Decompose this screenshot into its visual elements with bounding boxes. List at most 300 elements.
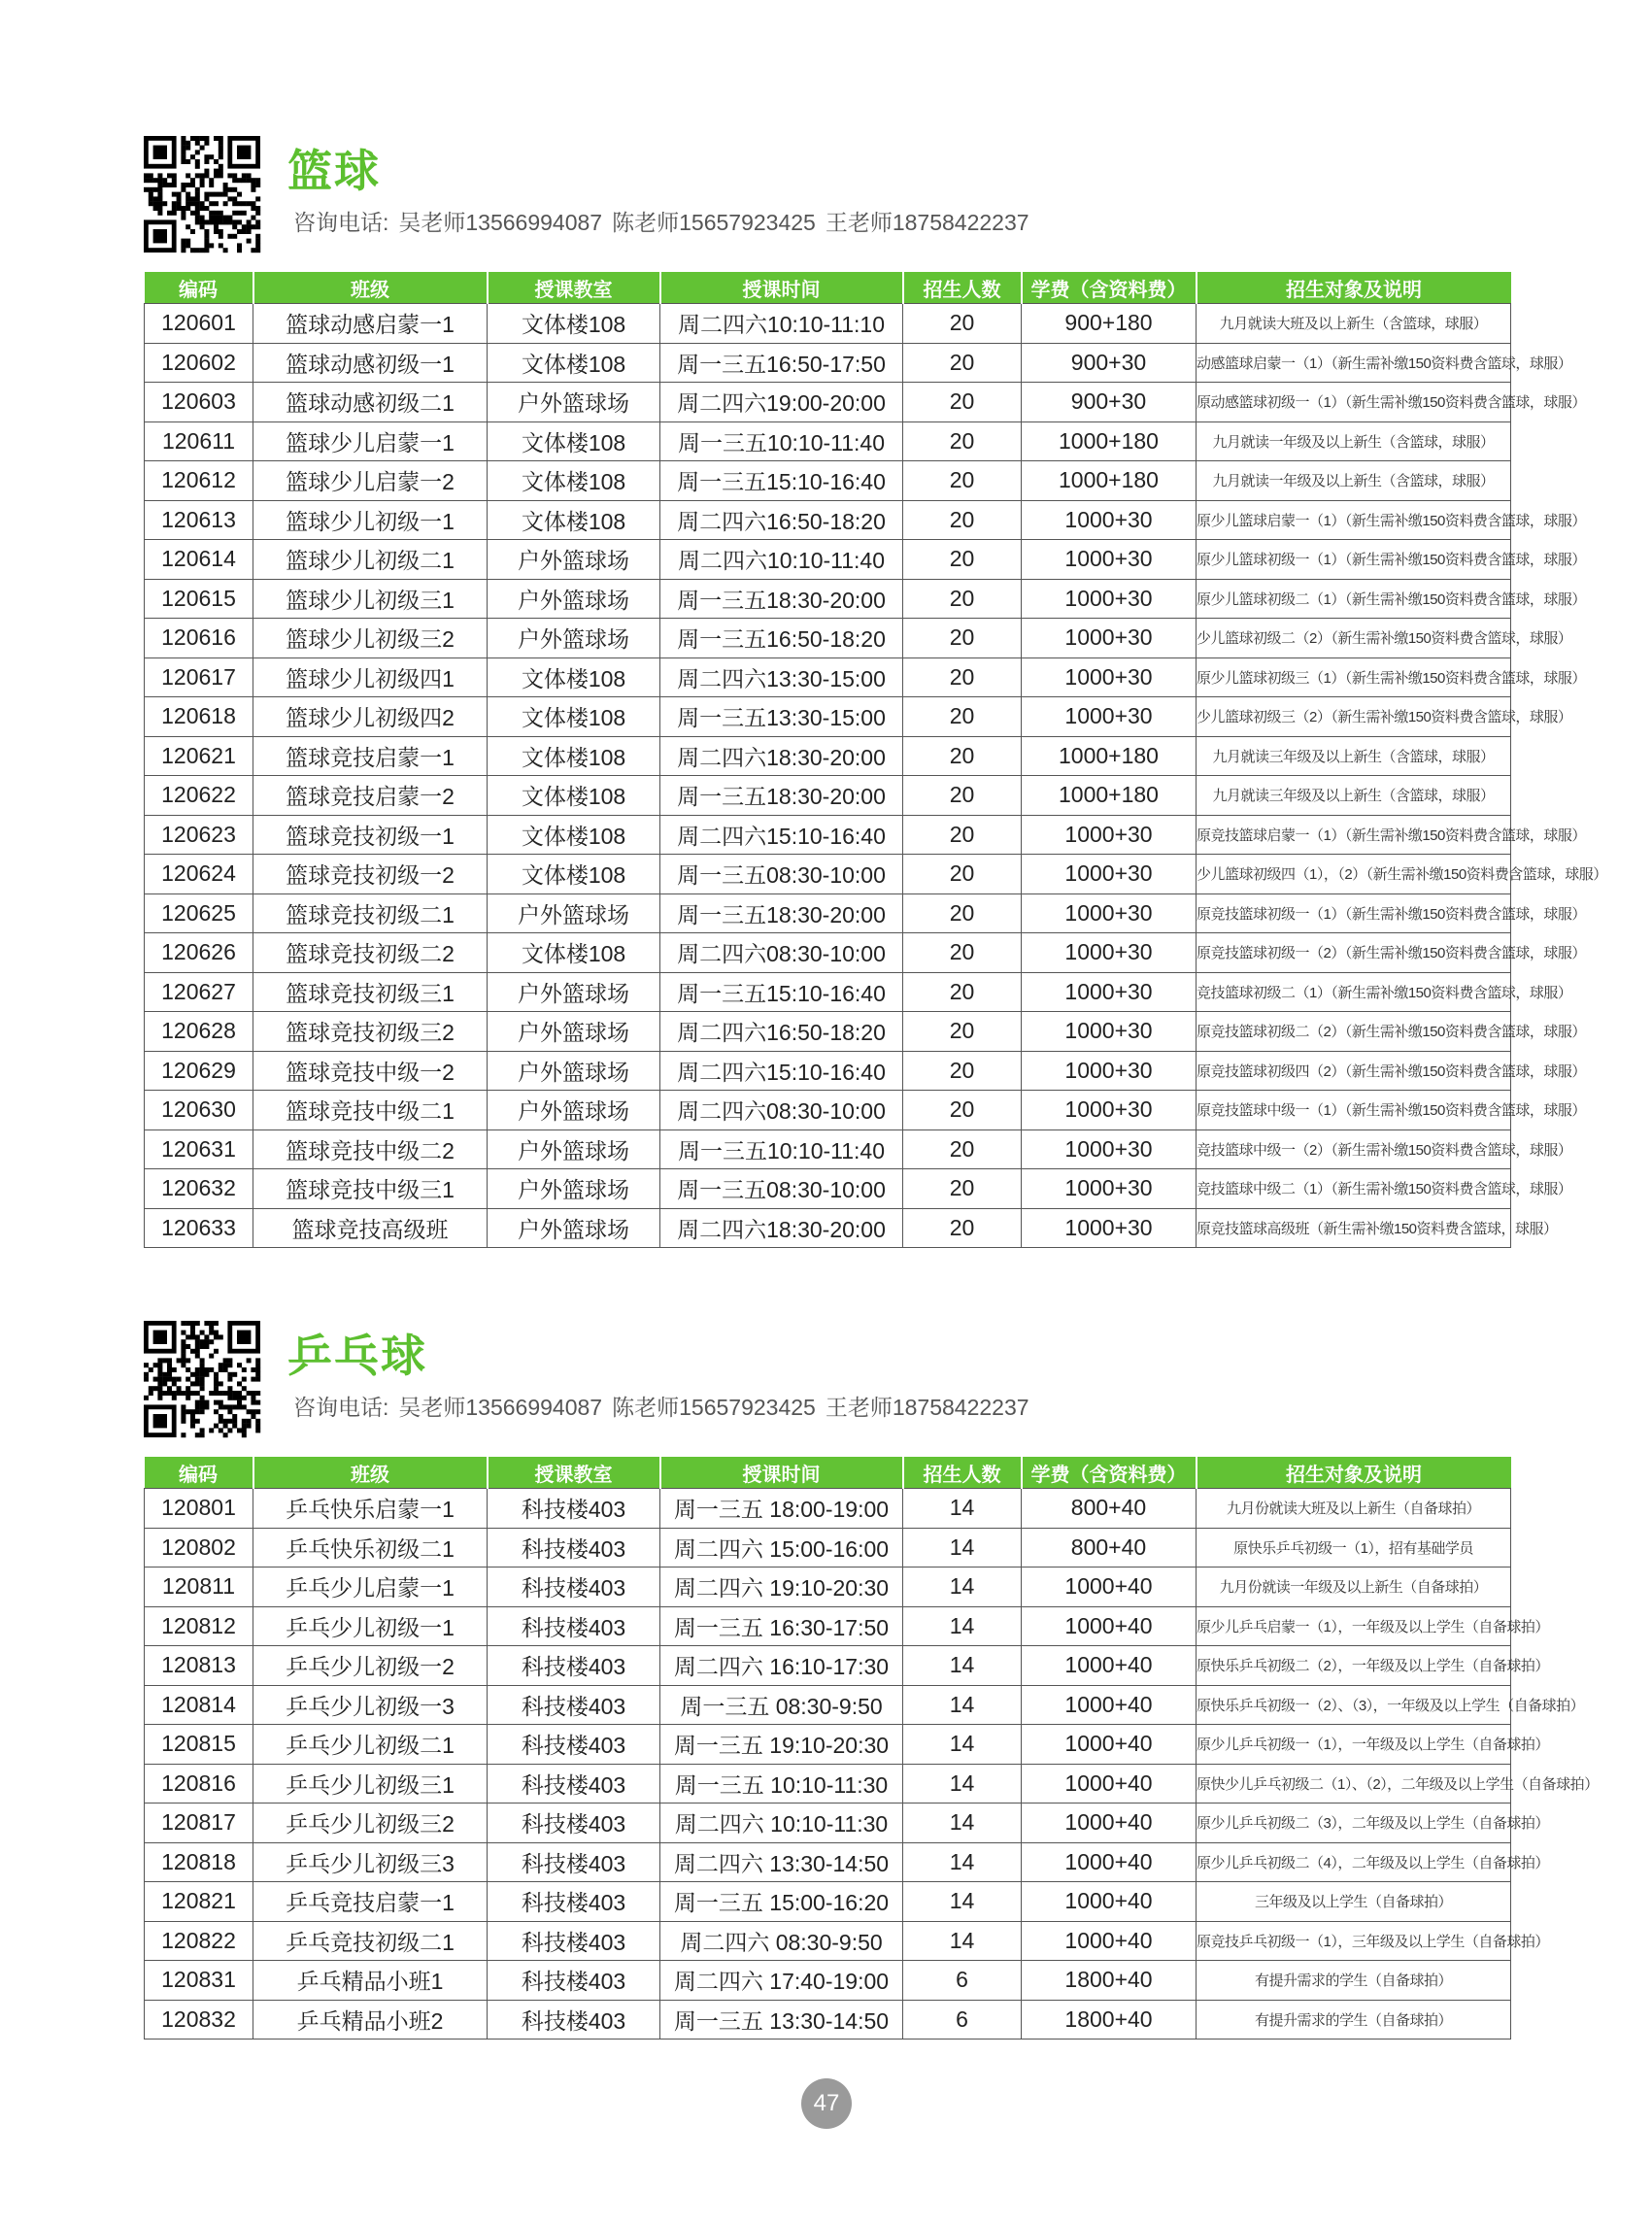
table-cell: 120602 — [145, 343, 253, 383]
table-cell: 1000+180 — [1022, 421, 1197, 461]
table-cell: 文体楼108 — [488, 304, 660, 344]
table-cell: 120623 — [145, 815, 253, 855]
table-row — [145, 1208, 1511, 1248]
table-cell: 乒乓少儿初级三1 — [253, 1764, 488, 1804]
table-cell: 周一三五 18:00-19:00 — [660, 1489, 903, 1529]
table-cell: 800+40 — [1022, 1489, 1197, 1529]
table-cell: 20 — [903, 1169, 1022, 1209]
table-row — [145, 933, 1511, 973]
table-cell: 原竞技篮球初级四（2）（新生需补缴150资料费含篮球，球服） — [1197, 1051, 1511, 1091]
table-row — [145, 1804, 1511, 1843]
table-cell: 周二四六 15:00-16:00 — [660, 1528, 903, 1568]
table-cell: 120632 — [145, 1169, 253, 1209]
table-cell: 1000+30 — [1022, 972, 1197, 1012]
table-row — [145, 657, 1511, 697]
table-cell: 乒乓竞技启蒙一1 — [253, 1882, 488, 1922]
table-cell: 14 — [903, 1646, 1022, 1686]
table-cell: 篮球少儿启蒙一2 — [253, 461, 488, 501]
table-cell: 1000+30 — [1022, 619, 1197, 658]
table-cell: 20 — [903, 421, 1022, 461]
table-cell: 原少儿篮球初级二（1）（新生需补缴150资料费含篮球，球服） — [1197, 579, 1511, 619]
table-cell: 文体楼108 — [488, 421, 660, 461]
table-cell: 篮球竞技初级二2 — [253, 933, 488, 973]
table-cell: 周一三五 10:10-11:30 — [660, 1764, 903, 1804]
table-cell: 20 — [903, 1012, 1022, 1052]
table-cell: 户外篮球场 — [488, 579, 660, 619]
table-cell: 120617 — [145, 657, 253, 697]
table-cell: 乒乓竞技初级二1 — [253, 1921, 488, 1961]
table-cell: 120613 — [145, 500, 253, 540]
table-cell: 少儿篮球初级三（2）（新生需补缴150资料费含篮球，球服） — [1197, 697, 1511, 737]
table-row — [145, 421, 1511, 461]
table-cell: 少儿篮球初级四（1），（2）（新生需补缴150资料费含篮球，球服） — [1197, 855, 1511, 894]
table-cell: 20 — [903, 815, 1022, 855]
table-row — [145, 1051, 1511, 1091]
table-cell: 14 — [903, 1842, 1022, 1882]
table-cell: 120801 — [145, 1489, 253, 1529]
table-cell: 原少儿乒乓启蒙一（1），一年级及以上学生（自备球拍） — [1197, 1606, 1511, 1646]
table-cell: 九月份就读一年级及以上新生（自备球拍） — [1197, 1568, 1511, 1607]
table-cell: 900+180 — [1022, 304, 1197, 344]
table-cell: 120627 — [145, 972, 253, 1012]
table-cell: 周一三五18:30-20:00 — [660, 893, 903, 933]
table-cell: 14 — [903, 1764, 1022, 1804]
table-cell: 周一三五08:30-10:00 — [660, 855, 903, 894]
table-row — [145, 1842, 1511, 1882]
table-cell: 周二四六10:10-11:10 — [660, 304, 903, 344]
table-cell: 1000+40 — [1022, 1804, 1197, 1843]
basketball-header — [144, 136, 1510, 272]
column-header: 招生人数 — [903, 272, 1022, 304]
table-row — [145, 855, 1511, 894]
table-row — [145, 2000, 1511, 2040]
table-cell: 1000+30 — [1022, 657, 1197, 697]
table-cell: 14 — [903, 1489, 1022, 1529]
table-row — [145, 972, 1511, 1012]
table-cell: 篮球动感初级二1 — [253, 383, 488, 422]
table-cell: 14 — [903, 1528, 1022, 1568]
table-cell: 篮球竞技启蒙一1 — [253, 736, 488, 776]
table-cell: 乒乓少儿初级一3 — [253, 1685, 488, 1725]
table-row — [145, 1725, 1511, 1765]
table-cell: 120629 — [145, 1051, 253, 1091]
table-cell: 原少儿乒乓初级二（3），二年级及以上学生（自备球拍） — [1197, 1804, 1511, 1843]
table-cell: 14 — [903, 1606, 1022, 1646]
table-cell: 篮球少儿初级四1 — [253, 657, 488, 697]
table-cell: 周二四六 08:30-9:50 — [660, 1921, 903, 1961]
table-cell: 1000+30 — [1022, 697, 1197, 737]
table-cell: 九月就读大班及以上新生（含篮球，球服） — [1197, 304, 1511, 344]
table-row — [145, 1646, 1511, 1686]
table-cell: 20 — [903, 736, 1022, 776]
table-cell: 120615 — [145, 579, 253, 619]
table-cell: 科技楼403 — [488, 1804, 660, 1843]
table-cell: 14 — [903, 1725, 1022, 1765]
table-cell: 篮球竞技中级二2 — [253, 1129, 488, 1169]
table-cell: 120628 — [145, 1012, 253, 1052]
table-cell: 篮球竞技初级三1 — [253, 972, 488, 1012]
table-cell: 20 — [903, 893, 1022, 933]
table-cell: 原快乐乒乓初级一（2）、（3），一年级及以上学生（自备球拍） — [1197, 1685, 1511, 1725]
table-row — [145, 500, 1511, 540]
table-cell: 户外篮球场 — [488, 1091, 660, 1130]
table-cell: 原竞技篮球初级一（2）（新生需补缴150资料费含篮球，球服） — [1197, 933, 1511, 973]
table-cell: 科技楼403 — [488, 1725, 660, 1765]
table-cell: 6 — [903, 1961, 1022, 2001]
table-cell: 20 — [903, 972, 1022, 1012]
table-cell: 20 — [903, 461, 1022, 501]
table-cell: 120814 — [145, 1685, 253, 1725]
table-cell: 120633 — [145, 1208, 253, 1248]
table-row — [145, 1568, 1511, 1607]
table-cell: 周一三五 08:30-9:50 — [660, 1685, 903, 1725]
table-cell: 900+30 — [1022, 383, 1197, 422]
table-row — [145, 619, 1511, 658]
table-cell: 120831 — [145, 1961, 253, 2001]
table-row — [145, 461, 1511, 501]
table-row — [145, 697, 1511, 737]
table-row — [145, 815, 1511, 855]
table-cell: 120601 — [145, 304, 253, 344]
table-cell: 1000+40 — [1022, 1764, 1197, 1804]
table-cell: 篮球少儿启蒙一1 — [253, 421, 488, 461]
table-cell: 原少儿乒乓初级一（1），一年级及以上学生（自备球拍） — [1197, 1725, 1511, 1765]
table-cell: 1000+180 — [1022, 461, 1197, 501]
table-cell: 1000+40 — [1022, 1842, 1197, 1882]
table-cell: 乒乓少儿初级三2 — [253, 1804, 488, 1843]
table-cell: 20 — [903, 933, 1022, 973]
table-cell: 文体楼108 — [488, 500, 660, 540]
table-cell: 120821 — [145, 1882, 253, 1922]
table-cell: 120621 — [145, 736, 253, 776]
table-row — [145, 304, 1511, 344]
table-cell: 120832 — [145, 2000, 253, 2040]
table-cell: 1000+40 — [1022, 1646, 1197, 1686]
table-cell: 科技楼403 — [488, 1882, 660, 1922]
table-cell: 九月就读三年级及以上新生（含篮球，球服） — [1197, 736, 1511, 776]
table-cell: 120813 — [145, 1646, 253, 1686]
contact-phone: 陈老师15657923425 — [612, 1395, 816, 1420]
table-cell: 科技楼403 — [488, 1921, 660, 1961]
table-cell: 乒乓快乐初级二1 — [253, 1528, 488, 1568]
table-cell: 周一三五10:10-11:40 — [660, 421, 903, 461]
table-cell: 周二四六 10:10-11:30 — [660, 1804, 903, 1843]
table-cell: 户外篮球场 — [488, 1169, 660, 1209]
table-cell: 120817 — [145, 1804, 253, 1843]
table-cell: 1000+40 — [1022, 1606, 1197, 1646]
table-cell: 1000+30 — [1022, 855, 1197, 894]
table-cell: 原竞技篮球中级一（1）（新生需补缴150资料费含篮球，球服） — [1197, 1091, 1511, 1130]
column-header: 授课教室 — [488, 1457, 660, 1489]
table-cell: 篮球竞技初级二1 — [253, 893, 488, 933]
table-cell: 1800+40 — [1022, 2000, 1197, 2040]
table-row — [145, 343, 1511, 383]
contact-line — [293, 208, 1039, 237]
table-cell: 篮球竞技初级三2 — [253, 1012, 488, 1052]
table-cell: 文体楼108 — [488, 697, 660, 737]
table-cell: 有提升需求的学生（自备球拍） — [1197, 1961, 1511, 2001]
table-cell: 九月就读一年级及以上新生（含篮球，球服） — [1197, 461, 1511, 501]
table-cell: 周一三五 15:00-16:20 — [660, 1882, 903, 1922]
table-cell: 户外篮球场 — [488, 893, 660, 933]
table-cell: 篮球竞技中级一2 — [253, 1051, 488, 1091]
table-cell: 20 — [903, 500, 1022, 540]
table-cell: 周二四六08:30-10:00 — [660, 1091, 903, 1130]
table-cell: 科技楼403 — [488, 1646, 660, 1686]
table-cell: 文体楼108 — [488, 657, 660, 697]
table-cell: 篮球少儿初级三1 — [253, 579, 488, 619]
table-cell: 原动感篮球初级一（1）（新生需补缴150资料费含篮球，球服） — [1197, 383, 1511, 422]
table-cell: 120612 — [145, 461, 253, 501]
table-cell: 原竞技篮球初级一（1）（新生需补缴150资料费含篮球，球服） — [1197, 893, 1511, 933]
table-cell: 户外篮球场 — [488, 1051, 660, 1091]
table-cell: 九月份就读大班及以上新生（自备球拍） — [1197, 1489, 1511, 1529]
table-cell: 周一三五13:30-15:00 — [660, 697, 903, 737]
table-cell: 120822 — [145, 1921, 253, 1961]
table-cell: 1000+30 — [1022, 933, 1197, 973]
table-row — [145, 1961, 1511, 2001]
table-cell: 1800+40 — [1022, 1961, 1197, 2001]
table-cell: 周二四六16:50-18:20 — [660, 1012, 903, 1052]
table-cell: 120611 — [145, 421, 253, 461]
table-cell: 20 — [903, 1129, 1022, 1169]
basketball-section — [144, 136, 1607, 1248]
table-cell: 周一三五15:10-16:40 — [660, 972, 903, 1012]
table-cell: 120625 — [145, 893, 253, 933]
table-cell: 1000+180 — [1022, 776, 1197, 816]
table-cell: 文体楼108 — [488, 855, 660, 894]
table-row — [145, 1528, 1511, 1568]
table-cell: 原快乐乒乓初级一（1），招有基础学员 — [1197, 1528, 1511, 1568]
contact-label: 咨询电话: — [293, 210, 389, 235]
table-cell: 周一三五16:50-17:50 — [660, 343, 903, 383]
table-cell: 周二四六13:30-15:00 — [660, 657, 903, 697]
table-cell: 科技楼403 — [488, 1489, 660, 1529]
table-cell: 乒乓少儿初级二1 — [253, 1725, 488, 1765]
table-cell: 科技楼403 — [488, 1961, 660, 2001]
table-cell: 乒乓精品小班1 — [253, 1961, 488, 2001]
table-cell: 原快乐乒乓初级二（2），一年级及以上学生（自备球拍） — [1197, 1646, 1511, 1686]
table-cell: 篮球少儿初级四2 — [253, 697, 488, 737]
table-row — [145, 1091, 1511, 1130]
table-header-row — [145, 1457, 1511, 1489]
table-row — [145, 893, 1511, 933]
table-cell: 周一三五 13:30-14:50 — [660, 2000, 903, 2040]
table-row — [145, 736, 1511, 776]
table-row — [145, 383, 1511, 422]
table-cell: 120622 — [145, 776, 253, 816]
table-cell: 科技楼403 — [488, 2000, 660, 2040]
table-cell: 文体楼108 — [488, 815, 660, 855]
table-cell: 1000+40 — [1022, 1725, 1197, 1765]
column-header: 编码 — [145, 1457, 253, 1489]
table-cell: 1000+40 — [1022, 1882, 1197, 1922]
table-cell: 篮球竞技初级一2 — [253, 855, 488, 894]
table-cell: 1000+30 — [1022, 500, 1197, 540]
table-cell: 1000+30 — [1022, 1129, 1197, 1169]
table-cell: 篮球少儿初级三2 — [253, 619, 488, 658]
qr-code-icon — [144, 136, 260, 253]
column-header: 班级 — [253, 1457, 488, 1489]
table-cell: 科技楼403 — [488, 1528, 660, 1568]
table-cell: 14 — [903, 1882, 1022, 1922]
table-cell: 20 — [903, 1091, 1022, 1130]
table-cell: 120812 — [145, 1606, 253, 1646]
table-cell: 文体楼108 — [488, 776, 660, 816]
table-cell: 乒乓少儿初级一1 — [253, 1606, 488, 1646]
column-header: 招生人数 — [903, 1457, 1022, 1489]
table-cell: 周一三五08:30-10:00 — [660, 1169, 903, 1209]
table-cell: 120815 — [145, 1725, 253, 1765]
table-cell: 原竞技篮球高级班（新生需补缴150资料费含篮球，球服） — [1197, 1208, 1511, 1248]
table-cell: 1000+30 — [1022, 1091, 1197, 1130]
table-cell: 周二四六15:10-16:40 — [660, 1051, 903, 1091]
table-cell: 原竞技乒乓初级一（1），三年级及以上学生（自备球拍） — [1197, 1921, 1511, 1961]
table-cell: 120816 — [145, 1764, 253, 1804]
table-cell: 竞技篮球中级一（2）（新生需补缴150资料费含篮球，球服） — [1197, 1129, 1511, 1169]
table-row — [145, 579, 1511, 619]
pingpong-table — [144, 1457, 1599, 2040]
table-cell: 1000+30 — [1022, 1208, 1197, 1248]
table-row — [145, 1169, 1511, 1209]
table-cell: 科技楼403 — [488, 1568, 660, 1607]
table-cell: 120626 — [145, 933, 253, 973]
table-cell: 周一三五16:50-18:20 — [660, 619, 903, 658]
table-cell: 120818 — [145, 1842, 253, 1882]
table-cell: 周二四六08:30-10:00 — [660, 933, 903, 973]
column-header: 编码 — [145, 272, 253, 304]
table-cell: 户外篮球场 — [488, 1208, 660, 1248]
table-row — [145, 540, 1511, 580]
table-cell: 120811 — [145, 1568, 253, 1607]
table-row — [145, 1685, 1511, 1725]
table-cell: 少儿篮球初级二（2）（新生需补缴150资料费含篮球，球服） — [1197, 619, 1511, 658]
table-cell: 户外篮球场 — [488, 1129, 660, 1169]
table-cell: 20 — [903, 579, 1022, 619]
table-cell: 120624 — [145, 855, 253, 894]
table-cell: 周二四六18:30-20:00 — [660, 1208, 903, 1248]
table-cell: 20 — [903, 304, 1022, 344]
table-cell: 20 — [903, 619, 1022, 658]
table-row — [145, 1764, 1511, 1804]
contact-phone: 王老师18758422237 — [825, 1395, 1029, 1420]
table-cell: 14 — [903, 1921, 1022, 1961]
table-cell: 120614 — [145, 540, 253, 580]
table-cell: 周一三五15:10-16:40 — [660, 461, 903, 501]
table-cell: 原少儿篮球初级三（1）（新生需补缴150资料费含篮球，球服） — [1197, 657, 1511, 697]
table-row — [145, 1489, 1511, 1529]
table-row — [145, 1012, 1511, 1052]
table-cell: 120630 — [145, 1091, 253, 1130]
table-cell: 周二四六 19:10-20:30 — [660, 1568, 903, 1607]
table-cell: 1000+30 — [1022, 579, 1197, 619]
column-header: 授课时间 — [660, 272, 903, 304]
table-cell: 原少儿篮球初级一（1）（新生需补缴150资料费含篮球，球服） — [1197, 540, 1511, 580]
table-row — [145, 1882, 1511, 1922]
table-cell: 户外篮球场 — [488, 540, 660, 580]
table-cell: 1000+180 — [1022, 736, 1197, 776]
table-cell: 文体楼108 — [488, 461, 660, 501]
column-header: 招生对象及说明 — [1197, 272, 1511, 304]
table-cell: 1000+40 — [1022, 1921, 1197, 1961]
section-title: 篮球 — [287, 146, 381, 196]
column-header: 学费（含资料费） — [1022, 1457, 1197, 1489]
table-cell: 文体楼108 — [488, 933, 660, 973]
table-cell: 14 — [903, 1804, 1022, 1843]
table-cell: 1000+30 — [1022, 540, 1197, 580]
basketball-table — [144, 272, 1607, 1248]
table-cell: 原少儿乒乓初级二（4），二年级及以上学生（自备球拍） — [1197, 1842, 1511, 1882]
section-title: 乒乓球 — [287, 1331, 427, 1381]
table-cell: 文体楼108 — [488, 736, 660, 776]
table-cell: 1000+30 — [1022, 1051, 1197, 1091]
table-cell: 篮球动感初级一1 — [253, 343, 488, 383]
table-row — [145, 1921, 1511, 1961]
table-cell: 20 — [903, 383, 1022, 422]
table-cell: 原竞技篮球初级二（2）（新生需补缴150资料费含篮球，球服） — [1197, 1012, 1511, 1052]
table-cell: 20 — [903, 855, 1022, 894]
table-cell: 周二四六 13:30-14:50 — [660, 1842, 903, 1882]
table-cell: 户外篮球场 — [488, 619, 660, 658]
pingpong-header — [144, 1321, 1510, 1457]
table-row — [145, 1129, 1511, 1169]
table-cell: 900+30 — [1022, 343, 1197, 383]
table-cell: 周一三五 19:10-20:30 — [660, 1725, 903, 1765]
table-cell: 周一三五10:10-11:40 — [660, 1129, 903, 1169]
table-cell: 原少儿篮球启蒙一（1）（新生需补缴150资料费含篮球，球服） — [1197, 500, 1511, 540]
table-cell: 篮球动感启蒙一1 — [253, 304, 488, 344]
table-cell: 20 — [903, 343, 1022, 383]
table-cell: 篮球竞技启蒙一2 — [253, 776, 488, 816]
table-cell: 原竞技篮球启蒙一（1）（新生需补缴150资料费含篮球，球服） — [1197, 815, 1511, 855]
table-cell: 周二四六 17:40-19:00 — [660, 1961, 903, 2001]
table-cell: 周二四六18:30-20:00 — [660, 736, 903, 776]
table-cell: 原快少儿乒乓初级二（1）、（2），二年级及以上学生（自备球拍） — [1197, 1764, 1511, 1804]
table-cell: 1000+30 — [1022, 1169, 1197, 1209]
column-header: 招生对象及说明 — [1197, 1457, 1511, 1489]
table-cell: 户外篮球场 — [488, 1012, 660, 1052]
table-cell: 14 — [903, 1568, 1022, 1607]
table-cell: 九月就读三年级及以上新生（含篮球，球服） — [1197, 776, 1511, 816]
table-row — [145, 776, 1511, 816]
contact-label: 咨询电话: — [293, 1395, 389, 1420]
table-cell: 周二四六10:10-11:40 — [660, 540, 903, 580]
table-cell: 户外篮球场 — [488, 383, 660, 422]
table-cell: 篮球竞技高级班 — [253, 1208, 488, 1248]
qr-code-icon — [144, 1321, 260, 1437]
contact-phone: 王老师18758422237 — [825, 210, 1029, 235]
table-cell: 1000+30 — [1022, 1012, 1197, 1052]
table-cell: 1000+40 — [1022, 1685, 1197, 1725]
table-cell: 篮球竞技中级二1 — [253, 1091, 488, 1130]
table-cell: 乒乓精品小班2 — [253, 2000, 488, 2040]
table-cell: 乒乓快乐启蒙一1 — [253, 1489, 488, 1529]
contact-line — [293, 1393, 1039, 1422]
table-cell: 科技楼403 — [488, 1606, 660, 1646]
column-header: 学费（含资料费） — [1022, 272, 1197, 304]
contact-phone: 吴老师13566994087 — [398, 1395, 603, 1420]
table-cell: 科技楼403 — [488, 1685, 660, 1725]
table-cell: 篮球竞技中级三1 — [253, 1169, 488, 1209]
table-cell: 6 — [903, 2000, 1022, 2040]
contact-phone: 吴老师13566994087 — [398, 210, 603, 235]
table-cell: 1000+40 — [1022, 1568, 1197, 1607]
table-cell: 周二四六15:10-16:40 — [660, 815, 903, 855]
table-cell: 九月就读一年级及以上新生（含篮球，球服） — [1197, 421, 1511, 461]
contact-phone: 陈老师15657923425 — [612, 210, 816, 235]
table-cell: 周二四六 16:10-17:30 — [660, 1646, 903, 1686]
table-cell: 竞技篮球中级二（1）（新生需补缴150资料费含篮球，球服） — [1197, 1169, 1511, 1209]
